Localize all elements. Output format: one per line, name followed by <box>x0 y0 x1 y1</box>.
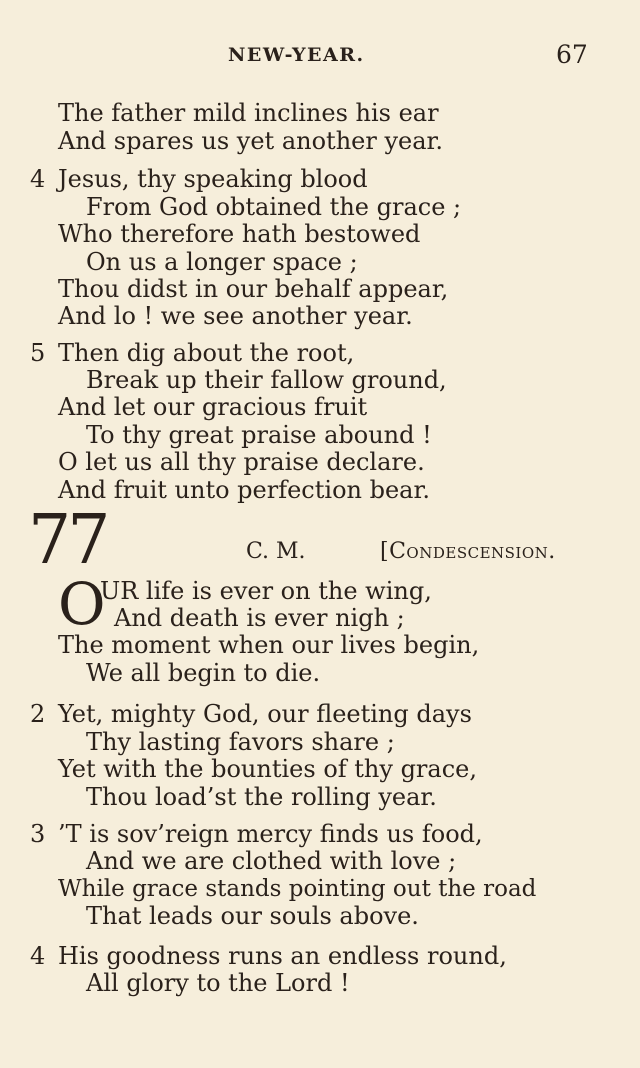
stanza-number: 4 <box>30 942 46 970</box>
verse-line: On us a longer space ; <box>86 248 358 276</box>
page-number: 67 <box>556 40 588 69</box>
drop-cap: O <box>58 570 106 638</box>
verse-line: We all begin to die. <box>86 659 321 687</box>
verse-line: ’T is sov’reign mercy finds us food, <box>58 820 483 848</box>
verse-line: The father mild inclines his ear <box>58 99 439 127</box>
verse-line: While grace stands pointing out the road <box>58 876 537 902</box>
verse-line: Yet with the bounties of thy grace, <box>58 755 477 783</box>
verse-line: Who therefore hath bestowed <box>58 220 421 248</box>
stanza-number: 3 <box>30 820 46 848</box>
verse-line: And lo ! we see another year. <box>58 302 413 330</box>
verse-line: That leads our souls above. <box>86 902 419 930</box>
verse-line: The moment when our lives begin, <box>58 631 480 659</box>
verse-line: UR life is ever on the wing, <box>100 577 432 605</box>
hymn-meter: C. M. <box>246 539 306 564</box>
verse-line: To thy great praise abound ! <box>86 421 432 449</box>
verse-line: From God obtained the grace ; <box>86 193 462 221</box>
verse-line: Then dig about the root, <box>58 339 355 367</box>
hymn-number: 77 <box>28 501 107 580</box>
verse-line: Thou load’st the rolling year. <box>86 783 437 811</box>
verse-line: Thy lasting favors share ; <box>86 728 395 756</box>
verse-line: And death is ever nigh ; <box>114 604 405 632</box>
tune-name: [Condescension. <box>380 539 556 564</box>
stanza-number: 4 <box>30 165 46 193</box>
verse-line: O let us all thy praise declare. <box>58 448 425 476</box>
verse-line: And we are clothed with love ; <box>86 847 457 875</box>
running-head: NEW-YEAR. <box>228 44 365 66</box>
verse-line: All glory to the Lord ! <box>86 969 350 997</box>
verse-line: Yet, mighty God, our fleeting days <box>58 700 472 728</box>
verse-line: Break up their fallow ground, <box>86 366 447 394</box>
verse-line: And let our gracious fruit <box>58 393 368 421</box>
stanza-number: 5 <box>30 339 46 367</box>
verse-line: And spares us yet another year. <box>58 127 443 155</box>
verse-line: His goodness runs an endless round, <box>58 942 507 970</box>
verse-line: And fruit unto perfection bear. <box>58 476 430 504</box>
verse-line: Thou didst in our behalf appear, <box>58 275 449 303</box>
stanza-number: 2 <box>30 700 46 728</box>
verse-line: Jesus, thy speaking blood <box>58 165 368 193</box>
